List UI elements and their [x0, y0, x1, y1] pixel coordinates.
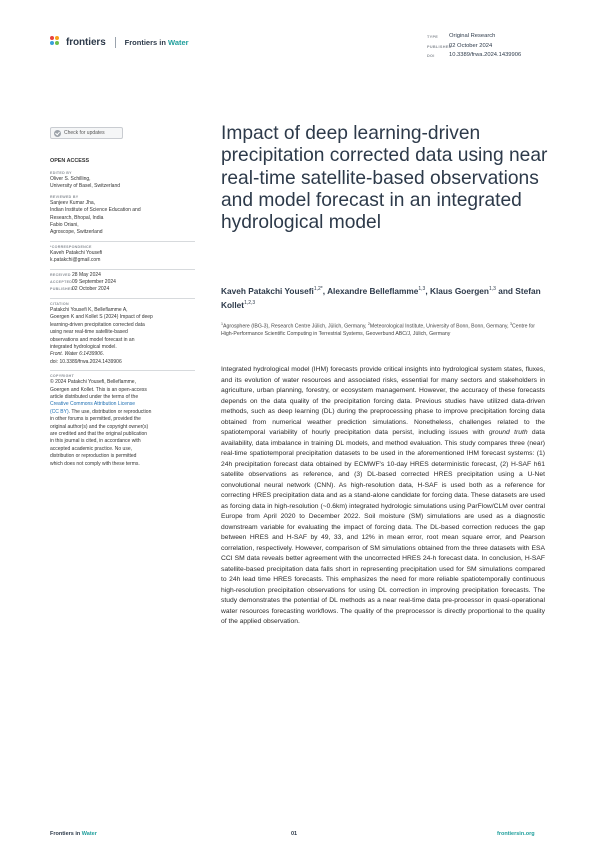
copyright-line: article distributed under the terms of the — [50, 393, 139, 400]
copyright-line: accepted academic practice. No use, — [50, 445, 132, 452]
editor-name: Oliver S. Schilling, — [50, 176, 91, 182]
affiliation-marker: 1 — [221, 322, 223, 326]
cc-by-link[interactable]: (CC BY) — [50, 408, 69, 415]
page-number: 01 — [291, 831, 298, 837]
header-divider — [115, 37, 116, 48]
received-date: 28 May 2024 — [72, 271, 101, 278]
copyright-line: which does not comply with these terms. — [50, 460, 140, 467]
reviewer-line: Indian Institute of Science Education and — [50, 207, 141, 214]
citation-line: integrated hydrological model. — [50, 343, 117, 350]
meta-published-label: PUBLISHED — [427, 44, 452, 49]
copyright-line: Goergen and Kollet. This is an open-access — [50, 386, 147, 393]
citation-line: learning-driven precipitation corrected data — [50, 321, 145, 328]
article-meta — [427, 32, 521, 61]
citation-line: using near real-time satellite-based — [50, 329, 128, 336]
meta-type-value: Original Research — [449, 33, 496, 39]
license-link[interactable]: Creative Commons Attribution License — [50, 401, 136, 408]
accepted-date: 09 September 2024 — [72, 279, 116, 286]
sidebar-divider — [50, 370, 195, 371]
meta-type-label: TYPE — [427, 35, 439, 39]
sidebar-divider — [50, 269, 195, 270]
citation-line: observations and model forecast in an — [50, 336, 135, 343]
affiliation-text: Agrosphere (IBG-3), Research Centre Jülich, Jülich, Germany, — [223, 323, 368, 330]
affiliations — [221, 321, 546, 338]
check-circle-icon — [54, 130, 61, 137]
received-label: RECEIVED — [50, 272, 71, 277]
affiliation-text: Meteorological Institute, University of Bonn, Bonn, Germany, — [369, 323, 510, 330]
copyright-line: in other forums is permitted, provided the — [50, 416, 141, 423]
reviewer-line: Research, Bhopal, India — [50, 214, 104, 221]
editor-affiliation: University of Basel, Switzerland — [50, 183, 121, 190]
author-affiliation-marker: 1,2,3 — [244, 300, 256, 307]
publisher-name: frontiers — [66, 36, 106, 48]
copyright-label: COPYRIGHT — [50, 374, 75, 379]
abstract-text: Integrated hydrological model (IHM) forecasts provide critical insights into hydrological system states, fluxes, and its evolution of water resources and associated risks, essential for many sectors and stakeholders in agriculture, urban planning, forestry, or ecosystem management. However, the accuracy of these forecasts depends on the data quality of the precipitation forcing data. Previous studies have utilized data-driven methods, such as deep learning (DL) during the preprocessing phase to improve precipitation forcing data obtained from numerical weather prediction simulations. Nonetheless, challenges related to the spatiotemporal variability of hourly precipitation data persist, including issues with — [221, 366, 545, 436]
check-for-updates-label: Check for updates — [64, 130, 105, 136]
reviewer-line: Fabio Oriani, — [50, 222, 79, 229]
abstract-text: data availability, data imbalance in training DL models, and method evaluation. This study compares three (near) real-time spatiotemporal precipitation datasets to be used in the aforementioned IHM forecast systems: (1) 24h precipitation forecast data obtained by ECMWF's 10-day HRES deterministic forecast, (2) H-SAF h61 satellite observations as reference, and (3) DL-based corrected HRES precipitation using a U-Net convolutional neural network (CNN). As high-resolution data, H-SAF is used both as a reference for correcting HRES precipitation data and as a stand-alone candidate for forcing data. These datasets are used as forcing data in high-resolution (~0.6km) integrated hydrologic simulations using ParFlow/CLM over central Europe from April 2020 to December 2022. Soil moisture (SM) simulations are used as a diagnostic downstream variable for evaluating the impact of forcing data. The DL-based correction reduces the gap between HRES and H-SAF by 49, 33, and 12% in mean error, root mean square error, and Pearson correlation, respectively. However, comparison of SM simulations obtained from the three datasets with ESA CCI SM data reveals better agreement with the uncorrected HRES 24-h forecast data. In conclusion, H-SAF satellite-based precipitation data falls short in representing precipitation used for SM simulations compared to 24h lead time HRES forecasts. This emphasizes the need for more reliable spatiotemporally continuous high-resolution precipitation observations for using DL correction in improving precipitation forecasts. The study demonstrates the potential of DL methods as a near real-time data pre-processor in quasi-operational water resources forecasting workflows. The quality of the preprocessor is directly proportional to the quality of the applied observation. — [221, 429, 545, 625]
footer-site-link[interactable]: frontiersin.org — [497, 831, 535, 837]
author-affiliation-marker: 1,3 — [488, 286, 496, 292]
citation-label: CITATION — [50, 301, 69, 306]
correspondence-label: *CORRESPONDENCE — [50, 244, 92, 249]
accepted-label: ACCEPTED — [50, 280, 73, 285]
copyright-line: distribution or reproduction is permitted — [50, 453, 137, 460]
meta-doi-link[interactable]: 10.3389/frwa.2024.1439906 — [449, 52, 522, 58]
abstract-emphasis: ground truth — [488, 429, 528, 436]
author-affiliation-marker: 1,3 — [418, 286, 426, 292]
published-date: 02 October 2024 — [72, 286, 110, 293]
author-affiliation-marker: 1,2* — [313, 286, 323, 292]
published-label: PUBLISHED — [50, 287, 74, 292]
edited-by-label: EDITED BY — [50, 171, 72, 175]
corresponding-email-link[interactable]: k.patakchi@gmail.com — [50, 257, 101, 264]
frontiers-logo-icon — [50, 36, 62, 48]
abstract — [221, 365, 545, 628]
citation-line: Patakchi Yousefi K, Belleflamme A, — [50, 306, 128, 313]
check-for-updates-button[interactable] — [50, 127, 123, 139]
meta-published-value: 02 October 2024 — [449, 42, 493, 49]
footer-journal: Frontiers in Water — [50, 831, 97, 837]
affiliation-marker: 2 — [367, 322, 370, 326]
reviewer-line: Agroscope, Switzerland — [50, 229, 103, 236]
journal-header — [50, 36, 189, 48]
reviewed-by-label: REVIEWED BY — [50, 194, 79, 199]
copyright-line: original author(s) and the copyright owner(s) — [50, 423, 149, 430]
open-access-label: OPEN ACCESS — [50, 158, 90, 164]
affiliation-text: Centre for High-Performance Scientific Computing in Terrestrial Systems, Geoverbund ABC/J, Jülich, Germany — [221, 323, 536, 337]
reviewer-line: Sanjeev Kumar Jha, — [50, 199, 96, 206]
citation-doi: doi: 10.3389/frwa.2024.1439906 — [50, 358, 122, 365]
citation-line: Goergen K and Kollet S (2024) Impact of deep — [50, 314, 153, 321]
copyright-line: in this journal is cited, in accordance with — [50, 438, 141, 445]
sidebar-divider — [50, 298, 195, 299]
copyright-line: are credited and that the original publication — [50, 430, 148, 437]
author-name[interactable]: Stefan Kollet — [221, 285, 541, 311]
article-title: Impact of deep learning-driven precipitation corrected data using near real-time satellite-based observations and model forecast in an integrated hydrological model — [221, 123, 548, 234]
author-name[interactable]: Klaus Goergen — [429, 285, 489, 296]
journal-name[interactable]: Frontiers in Water — [124, 37, 189, 47]
citation-line: Front. Water 6:1439906. — [50, 351, 105, 358]
sidebar-info — [50, 170, 195, 468]
meta-doi-label: DOI — [427, 54, 435, 58]
corresponding-author: Kaveh Patakchi Yousefi — [50, 249, 103, 256]
author-name[interactable]: Kaveh Patakchi Yousefi — [221, 285, 314, 296]
affiliation-marker: 3 — [509, 322, 512, 326]
author-name[interactable]: Alexandre Belleflamme — [327, 285, 419, 296]
copyright-line: © 2024 Patakchi Yousefi, Belleflamme, — [50, 379, 136, 386]
sidebar-divider — [50, 241, 195, 242]
author-list: Kaveh Patakchi Yousefi$^{1,2*}$, Alexandre Belleflamme$^{1,3}$, Klaus Goergen$^{1,3}$ and Stefan Kollet$^{1,2,3}$ — [221, 285, 541, 311]
copyright-line: . The use, distribution or reproduction — [68, 408, 152, 415]
